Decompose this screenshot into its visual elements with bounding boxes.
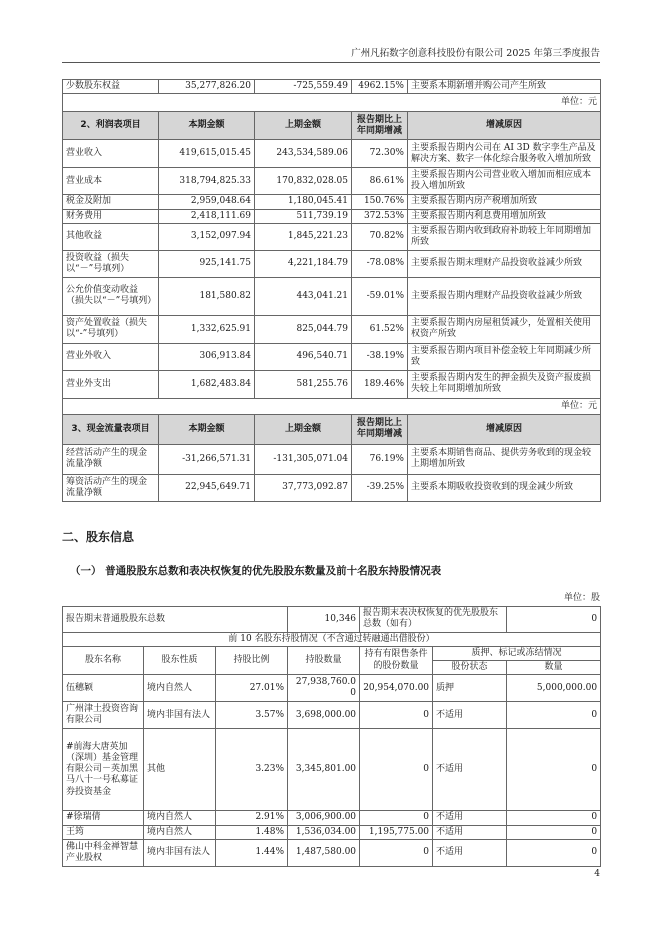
table-header bbox=[63, 112, 601, 140]
subsection-title: （一） 普通股股东总数和表决权恢复的优先股股东数量及前十名股东持股情况表 bbox=[70, 565, 442, 577]
holder-qty: 1,536,034.00 bbox=[288, 825, 360, 839]
col-header: 股份状态 bbox=[433, 661, 507, 675]
unit-label: 单位：元 bbox=[63, 398, 601, 414]
row-label: 营业外支出 bbox=[63, 370, 159, 398]
unit-label: 单位：元 bbox=[63, 94, 601, 112]
col-header: 3、现金流量表项目 bbox=[63, 414, 159, 444]
holder-name: 佛山中科金禅智慧产业股权 bbox=[63, 839, 144, 866]
col-header: 报告期比上年同期增减 bbox=[352, 112, 408, 140]
col-header: 股东名称 bbox=[63, 646, 144, 675]
table-row bbox=[63, 839, 601, 866]
holder-name: 王筠 bbox=[63, 825, 144, 839]
unit-row bbox=[63, 94, 601, 112]
row-label: 营业成本 bbox=[63, 168, 159, 195]
change-pct: 61.52% bbox=[352, 315, 408, 343]
change-reason: 主要系报告期内房屋租赁减少，处置相关使用权资产所致 bbox=[408, 315, 601, 343]
current-amount: 1,682,483.84 bbox=[159, 370, 255, 398]
change-reason: 主要系本期销售商品、提供劳务收到的现金较上期增加所致 bbox=[408, 444, 601, 474]
holder-name: 伍穗颖 bbox=[63, 675, 144, 702]
col-header: 上期金额 bbox=[255, 112, 352, 140]
change-reason: 主要系报告期内项目补偿金较上年同期减少所致 bbox=[408, 343, 601, 370]
prior-amount: 581,255.76 bbox=[255, 370, 352, 398]
col-header: 2、利润表项目 bbox=[63, 112, 159, 140]
current-amount: 1,332,625.91 bbox=[159, 315, 255, 343]
holder-name: #徐瑞倩 bbox=[63, 811, 144, 825]
holder-restricted: 0 bbox=[360, 811, 433, 825]
col-header: 本期金额 bbox=[159, 414, 255, 444]
table-header bbox=[63, 646, 601, 660]
current-amount: 22,945,649.71 bbox=[159, 474, 255, 501]
change-pct: 189.46% bbox=[352, 370, 408, 398]
holder-amount: 0 bbox=[507, 729, 601, 811]
col-header: 股东性质 bbox=[144, 646, 216, 675]
table-row bbox=[63, 315, 601, 343]
change-reason: 主要系报告期内发生的押金损失及资产报废损失较上年同期增加所致 bbox=[408, 370, 601, 398]
pref-holders-value: 0 bbox=[507, 607, 601, 633]
table-row bbox=[63, 250, 601, 277]
change-reason: 主要系本期新增并购公司产生所致 bbox=[408, 80, 601, 94]
holder-amount: 0 bbox=[507, 702, 601, 729]
current-amount: 2,418,111.69 bbox=[159, 209, 255, 223]
holder-nature: 境内自然人 bbox=[144, 675, 216, 702]
pref-holders-label: 报告期末表决权恢复的优先股股东总数（如有） bbox=[360, 607, 507, 633]
holder-qty: 1,487,580.00 bbox=[288, 839, 360, 866]
holder-status: 不适用 bbox=[433, 839, 507, 866]
income-statement-table bbox=[62, 79, 601, 502]
total-holders-label: 报告期末普通股股东总数 bbox=[63, 607, 288, 633]
change-reason: 主要系报告期内公司在 AI 3D 数字孪生产品及解决方案、数字一体化综合服务收入增加所致 bbox=[408, 140, 601, 168]
table-row bbox=[63, 474, 601, 501]
table-row bbox=[63, 811, 601, 825]
table-row bbox=[63, 607, 601, 633]
holder-ratio: 2.91% bbox=[216, 811, 288, 825]
change-pct: -38.19% bbox=[352, 343, 408, 370]
table-row bbox=[63, 729, 601, 811]
change-pct: -59.01% bbox=[352, 277, 408, 315]
current-amount: 419,615,015.45 bbox=[159, 140, 255, 168]
change-pct: 150.76% bbox=[352, 195, 408, 209]
change-pct: 86.61% bbox=[352, 168, 408, 195]
table-row bbox=[63, 675, 601, 702]
current-amount: 35,277,826.20 bbox=[159, 80, 255, 94]
prior-amount: 1,180,045.41 bbox=[255, 195, 352, 209]
table-row bbox=[63, 209, 601, 223]
holder-status: 不适用 bbox=[433, 702, 507, 729]
holder-amount: 0 bbox=[507, 825, 601, 839]
holder-restricted: 20,954,070.00 bbox=[360, 675, 433, 702]
page-header: 广州凡拓数字创意科技股份有限公司 2025 年第三季度报告 bbox=[351, 48, 600, 59]
prior-amount: 496,540.71 bbox=[255, 343, 352, 370]
change-pct: -78.08% bbox=[352, 250, 408, 277]
holder-status: 不适用 bbox=[433, 825, 507, 839]
holder-nature: 其他 bbox=[144, 729, 216, 811]
table-row bbox=[63, 80, 601, 94]
total-holders-value: 10,346 bbox=[288, 607, 360, 633]
holder-qty: 27,938,760.00 bbox=[288, 675, 360, 702]
col-header: 本期金额 bbox=[159, 112, 255, 140]
row-label: 税金及附加 bbox=[63, 195, 159, 209]
top10-caption: 前 10 名股东持股情况（不含通过转融通出借股份） bbox=[63, 632, 601, 646]
table-row bbox=[63, 277, 601, 315]
change-pct: 76.19% bbox=[352, 444, 408, 474]
holder-nature: 境内自然人 bbox=[144, 825, 216, 839]
prior-amount: 1,845,221.23 bbox=[255, 223, 352, 250]
holder-qty: 3,698,000.00 bbox=[288, 702, 360, 729]
header-rule bbox=[62, 62, 600, 63]
col-header: 上期金额 bbox=[255, 414, 352, 444]
col-header: 质押、标记或冻结情况 bbox=[433, 646, 601, 660]
change-reason: 主要系报告期内房产税增加所致 bbox=[408, 195, 601, 209]
current-amount: 2,959,048.64 bbox=[159, 195, 255, 209]
table-row bbox=[63, 195, 601, 209]
holder-amount: 0 bbox=[507, 811, 601, 825]
row-label: 其他收益 bbox=[63, 223, 159, 250]
change-reason: 主要系报告期内公司营业收入增加而相应成本投入增加所致 bbox=[408, 168, 601, 195]
holder-qty: 3,345,801.00 bbox=[288, 729, 360, 811]
section-title: 二、股东信息 bbox=[62, 530, 135, 544]
table-row bbox=[63, 444, 601, 474]
change-pct: 4962.15% bbox=[352, 80, 408, 94]
col-header: 持股数量 bbox=[288, 646, 360, 675]
table-row bbox=[63, 168, 601, 195]
change-pct: -39.25% bbox=[352, 474, 408, 501]
table-row bbox=[63, 223, 601, 250]
holder-ratio: 3.23% bbox=[216, 729, 288, 811]
holder-status: 不适用 bbox=[433, 729, 507, 811]
prior-amount: 4,221,184.79 bbox=[255, 250, 352, 277]
unit-label: 单位：股 bbox=[563, 593, 600, 603]
row-label: 投资收益（损失以“－”号填列） bbox=[63, 250, 159, 277]
change-pct: 372.53% bbox=[352, 209, 408, 223]
holder-restricted: 0 bbox=[360, 729, 433, 811]
unit-row bbox=[63, 398, 601, 414]
table-row bbox=[63, 370, 601, 398]
table-row bbox=[63, 343, 601, 370]
current-amount: 181,580.82 bbox=[159, 277, 255, 315]
holder-qty: 3,006,900.00 bbox=[288, 811, 360, 825]
prior-amount: 443,041.21 bbox=[255, 277, 352, 315]
col-header: 增减原因 bbox=[408, 112, 601, 140]
row-label: 资产处置收益（损失以“-”号填列） bbox=[63, 315, 159, 343]
holder-status: 质押 bbox=[433, 675, 507, 702]
row-label: 筹资活动产生的现金流量净额 bbox=[63, 474, 159, 501]
table-row bbox=[63, 825, 601, 839]
prior-amount: 243,534,589.06 bbox=[255, 140, 352, 168]
current-amount: 306,913.84 bbox=[159, 343, 255, 370]
current-amount: -31,266,571.31 bbox=[159, 444, 255, 474]
prior-amount: 37,773,092.87 bbox=[255, 474, 352, 501]
holder-status: 不适用 bbox=[433, 811, 507, 825]
change-pct: 72.30% bbox=[352, 140, 408, 168]
current-amount: 318,794,825.33 bbox=[159, 168, 255, 195]
prior-amount: 170,832,028.05 bbox=[255, 168, 352, 195]
holder-nature: 境内非国有法人 bbox=[144, 702, 216, 729]
prior-amount: 825,044.79 bbox=[255, 315, 352, 343]
holder-restricted: 0 bbox=[360, 702, 433, 729]
table-row bbox=[63, 632, 601, 646]
holder-nature: 境内自然人 bbox=[144, 811, 216, 825]
col-header: 持有有限售条件的股份数量 bbox=[360, 646, 433, 675]
page-number: 4 bbox=[594, 869, 600, 879]
col-header: 报告期比上年同期增减 bbox=[352, 414, 408, 444]
change-reason: 主要系报告期内收到政府补助较上年同期增加所致 bbox=[408, 223, 601, 250]
col-header: 数量 bbox=[507, 661, 601, 675]
holder-name: 广州津土投资咨询有限公司 bbox=[63, 702, 144, 729]
holder-restricted: 0 bbox=[360, 839, 433, 866]
holder-nature: 境内非国有法人 bbox=[144, 839, 216, 866]
change-reason: 主要系报告期内理财产品投资收益减少所致 bbox=[408, 277, 601, 315]
table-row bbox=[63, 140, 601, 168]
change-reason: 主要系本期吸收投资收到的现金减少所致 bbox=[408, 474, 601, 501]
shareholder-table bbox=[62, 606, 601, 867]
table-header bbox=[63, 414, 601, 444]
holder-restricted: 1,195,775.00 bbox=[360, 825, 433, 839]
change-reason: 主要系报告期末理财产品投资收益减少所致 bbox=[408, 250, 601, 277]
row-label: 营业外收入 bbox=[63, 343, 159, 370]
prior-amount: -131,305,071.04 bbox=[255, 444, 352, 474]
change-reason: 主要系报告期内利息费用增加所致 bbox=[408, 209, 601, 223]
prior-amount: -725,559.49 bbox=[255, 80, 352, 94]
current-amount: 925,141.75 bbox=[159, 250, 255, 277]
holder-amount: 5,000,000.00 bbox=[507, 675, 601, 702]
row-label: 营业收入 bbox=[63, 140, 159, 168]
row-label: 公允价值变动收益（损失以“－”号填列） bbox=[63, 277, 159, 315]
row-label: 少数股东权益 bbox=[63, 80, 159, 94]
holder-ratio: 27.01% bbox=[216, 675, 288, 702]
row-label: 经营活动产生的现金流量净额 bbox=[63, 444, 159, 474]
col-header: 增减原因 bbox=[408, 414, 601, 444]
holder-ratio: 1.48% bbox=[216, 825, 288, 839]
change-pct: 70.82% bbox=[352, 223, 408, 250]
current-amount: 3,152,097.94 bbox=[159, 223, 255, 250]
prior-amount: 511,739.19 bbox=[255, 209, 352, 223]
holder-name: #前海大唐英加（深圳）基金管理有限公司－英加黑马八十一号私募证券投资基金 bbox=[63, 729, 144, 811]
holder-ratio: 3.57% bbox=[216, 702, 288, 729]
holder-ratio: 1.44% bbox=[216, 839, 288, 866]
row-label: 财务费用 bbox=[63, 209, 159, 223]
table-row bbox=[63, 702, 601, 729]
col-header: 持股比例 bbox=[216, 646, 288, 675]
holder-amount: 0 bbox=[507, 839, 601, 866]
